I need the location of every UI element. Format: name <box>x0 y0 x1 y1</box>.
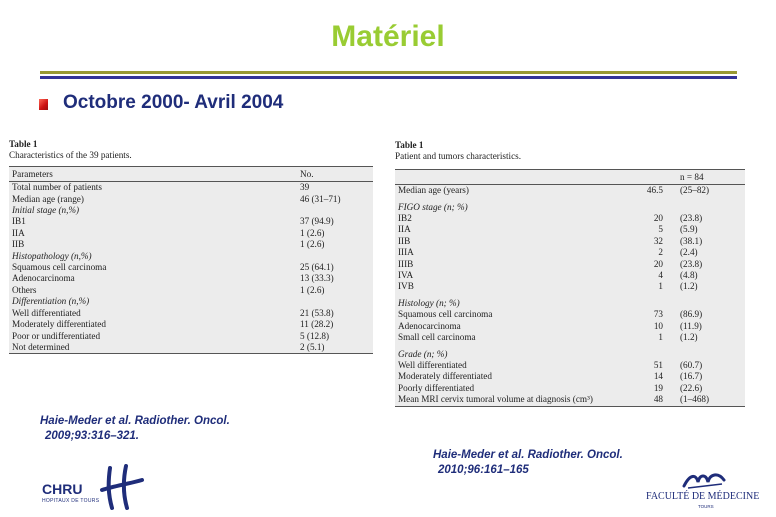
table-row <box>9 319 373 330</box>
row-label: IIA <box>398 224 411 235</box>
row-label: Initial stage (n,%) <box>12 205 80 216</box>
reference-line-2: 2010;96:161–165 <box>438 464 529 476</box>
row-label: IIB <box>12 239 25 250</box>
table-group-row <box>9 205 373 216</box>
table-row <box>395 224 745 235</box>
row-value: 4 <box>658 270 663 281</box>
table-row <box>9 331 373 342</box>
table-row <box>395 371 745 382</box>
row-label: Adenocarcinoma <box>398 320 461 331</box>
title-rule-top <box>40 71 737 74</box>
table-row <box>395 259 745 270</box>
table-group-row <box>395 349 745 360</box>
row-value: 5 <box>658 224 663 235</box>
row-label: FIGO stage (n; %) <box>398 201 468 212</box>
row-value: 46.5 <box>646 185 663 196</box>
row-label: Well differentiated <box>398 359 467 370</box>
reference-2009 <box>40 414 230 444</box>
row-value <box>626 349 666 360</box>
row-label: Mean MRI cervix tumoral volume at diagnosis (cm³) <box>398 394 593 405</box>
table-row <box>9 239 373 250</box>
row-value: 39 <box>300 182 310 193</box>
row-range: (1.2) <box>680 332 698 343</box>
reference-line-2: 2009;93:316–321. <box>45 430 139 442</box>
table-2010 <box>395 140 745 407</box>
reference-line-1: Haie-Meder et al. Radiother. Oncol. <box>40 415 230 427</box>
slide-subtitle: Octobre 2000- Avril 2004 <box>63 92 284 113</box>
row-range: (1–468) <box>680 394 710 405</box>
row-label: Moderately differentiated <box>12 319 106 330</box>
table-row <box>9 273 373 284</box>
row-label: Moderately differentiated <box>398 371 492 382</box>
row-label: IB2 <box>398 213 412 224</box>
faculty-logo-mark-icon <box>682 470 726 490</box>
table-header-row <box>9 167 373 182</box>
table-row <box>9 216 373 227</box>
table-row <box>9 262 373 273</box>
column-header-no: No. <box>297 167 373 182</box>
row-range <box>666 202 745 213</box>
row-range: (25–82) <box>680 185 710 196</box>
table-row <box>395 332 745 343</box>
row-value: 2 <box>658 247 663 258</box>
column-header-blank <box>395 170 626 185</box>
row-label: IIIB <box>398 258 414 269</box>
row-label: Others <box>12 284 37 295</box>
row-label: Small cell carcinoma <box>398 332 476 343</box>
row-value: 46 (31–71) <box>300 193 341 204</box>
row-value: 1 <box>658 281 663 292</box>
row-label: IVA <box>398 270 414 281</box>
title-rule-bottom <box>40 76 737 79</box>
row-range: (4.8) <box>680 270 698 281</box>
row-range: (1.2) <box>680 281 698 292</box>
table-row <box>9 342 373 353</box>
table-row <box>9 285 373 296</box>
row-label: IB1 <box>12 216 26 227</box>
row-value <box>297 251 373 262</box>
faculty-logo-sub: TOURS <box>698 504 714 509</box>
row-range: (2.4) <box>680 247 698 258</box>
table-caption: Table 1 <box>395 140 424 150</box>
row-range <box>666 349 745 360</box>
table-row <box>395 281 745 292</box>
row-value: 5 (12.8) <box>300 330 330 341</box>
table-row <box>395 394 745 405</box>
row-label: IIIA <box>398 247 414 258</box>
chru-logo <box>40 464 150 512</box>
row-label: Differentiation (n,%) <box>12 296 90 307</box>
row-label: Histology (n; %) <box>398 297 460 308</box>
row-label: Histopathology (n,%) <box>12 250 92 261</box>
row-range: (22.6) <box>680 382 703 393</box>
row-label: Poor or undifferentiated <box>12 330 101 341</box>
table-caption: Table 1 <box>9 139 38 149</box>
table-row <box>395 236 745 247</box>
table-row <box>395 247 745 258</box>
row-range: (23.8) <box>680 213 703 224</box>
table-body <box>395 169 745 407</box>
reference-2010 <box>433 448 623 478</box>
table-row <box>395 185 745 197</box>
row-range: (11.9) <box>680 320 702 331</box>
table-group-row <box>395 202 745 213</box>
row-label: Median age (years) <box>398 185 469 196</box>
row-label: IIA <box>12 227 25 238</box>
faculty-logo <box>640 466 770 514</box>
table-row <box>9 228 373 239</box>
row-value: 25 (64.1) <box>300 262 334 273</box>
row-range: (16.7) <box>680 371 703 382</box>
chru-logo-name: CHRU <box>42 481 83 497</box>
row-label: Poorly differentiated <box>398 382 475 393</box>
row-value: 73 <box>653 309 663 320</box>
row-value: 1 (2.6) <box>300 239 325 250</box>
row-value: 14 <box>653 371 663 382</box>
row-value: 11 (28.2) <box>300 319 334 330</box>
table-row <box>395 270 745 281</box>
row-range <box>666 298 745 309</box>
row-label: Adenocarcinoma <box>12 273 75 284</box>
row-value: 13 (33.3) <box>300 273 334 284</box>
row-value: 48 <box>653 394 663 405</box>
row-value: 37 (94.9) <box>300 216 334 227</box>
row-range: (5.9) <box>680 224 698 235</box>
row-value <box>626 298 666 309</box>
row-value: 20 <box>653 213 663 224</box>
table-row <box>9 182 373 194</box>
row-label: IIB <box>398 235 411 246</box>
chru-logo-sub: HOPITAUX DE TOURS <box>42 498 100 504</box>
column-header-n: n = 84 <box>666 170 745 185</box>
row-value: 1 <box>658 332 663 343</box>
row-range: (23.8) <box>680 258 703 269</box>
row-label: IVB <box>398 281 414 292</box>
row-value: 10 <box>653 320 663 331</box>
row-label: Grade (n; %) <box>398 348 448 359</box>
row-range: (86.9) <box>680 309 703 320</box>
table-row <box>395 321 745 332</box>
table-header-row <box>395 170 745 185</box>
row-value: 19 <box>653 382 663 393</box>
table-row <box>395 309 745 320</box>
row-value <box>626 202 666 213</box>
row-label: Squamous cell carcinoma <box>398 309 493 320</box>
faculty-logo-name: FACULTÉ DE MÉDECINE <box>646 491 760 502</box>
row-value: 1 (2.6) <box>300 227 325 238</box>
row-label: Well differentiated <box>12 307 81 318</box>
table-body <box>9 166 373 355</box>
chru-logo-mark-icon <box>98 464 144 510</box>
table-group-row <box>395 298 745 309</box>
table-row <box>395 213 745 224</box>
row-value <box>297 296 373 307</box>
row-range: (60.7) <box>680 359 703 370</box>
row-value: 20 <box>653 258 663 269</box>
reference-line-1: Haie-Meder et al. Radiother. Oncol. <box>433 449 623 461</box>
table-row <box>395 360 745 371</box>
bullet-icon <box>39 99 48 110</box>
row-label: Not determined <box>12 341 70 352</box>
table-2009 <box>9 139 373 354</box>
table-row <box>9 308 373 319</box>
row-value: 21 (53.8) <box>300 307 334 318</box>
row-value: 32 <box>653 235 663 246</box>
row-value: 51 <box>653 359 663 370</box>
table-row <box>395 383 745 394</box>
table-group-row <box>9 251 373 262</box>
row-value: 2 (5.1) <box>300 341 325 352</box>
row-value: 1 (2.6) <box>300 284 325 295</box>
row-range: (38.1) <box>680 235 703 246</box>
column-header-parameters: Parameters <box>9 167 297 182</box>
row-label: Median age (range) <box>12 193 84 204</box>
table-row <box>9 194 373 205</box>
row-label: Total number of patients <box>12 182 102 193</box>
table-description: Patient and tumors characteristics. <box>395 151 522 162</box>
row-label: Squamous cell carcinoma <box>12 262 107 273</box>
slide-title: Matériel <box>331 20 445 53</box>
row-value <box>297 205 373 216</box>
table-description: Characteristics of the 39 patients. <box>9 150 132 161</box>
table-group-row <box>9 296 373 307</box>
